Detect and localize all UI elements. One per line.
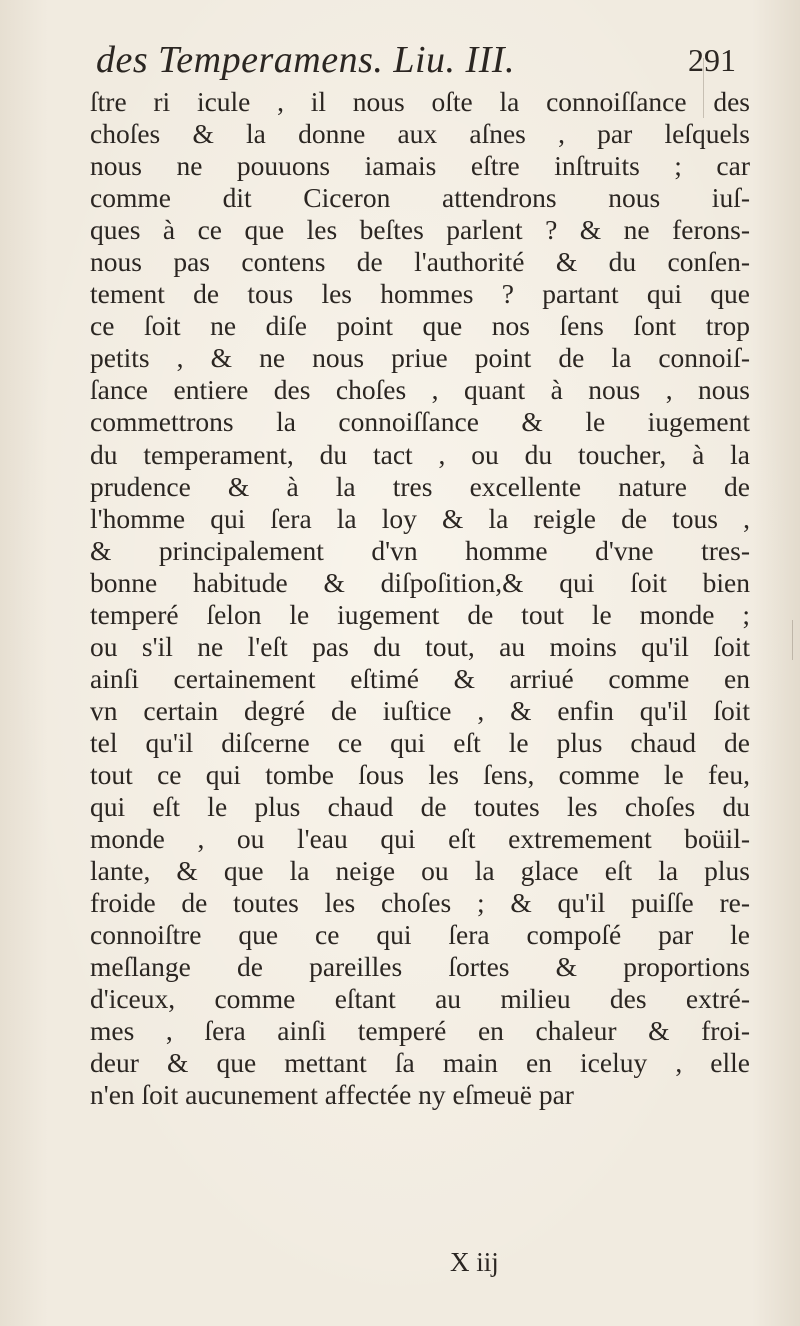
text-line: ce ſoit ne diſe point que nos ſens ſont trop <box>90 310 750 342</box>
body-text <box>90 86 750 1112</box>
margin-mark <box>703 58 704 118</box>
text-line: meſlange de pareilles ſortes & proportions <box>90 951 750 983</box>
text-line: vn certain degré de iuſtice , & enfin qu'il ſoit <box>90 694 750 726</box>
text-line: du temperament, du tact , ou du toucher, à la <box>90 438 750 470</box>
text-line: prudence & à la tres excellente nature de <box>90 470 750 502</box>
running-title: des Temperamens. Liu. III. <box>96 39 516 81</box>
text-line: comme dit Ciceron attendrons nous iuſ- <box>90 182 750 214</box>
text-line: nous pas contens de l'authorité & du conſen- <box>90 246 750 278</box>
text-line: lante, & que la neige ou la glace eſt la plus <box>90 855 750 887</box>
text-line: petits , & ne nous priue point de la connoiſ- <box>90 342 750 374</box>
margin-mark <box>792 620 793 660</box>
text-line: ainſi certainement eſtimé & arriué comme en <box>90 662 750 694</box>
page-number: 291 <box>688 42 736 78</box>
text-line: qui eſt le plus chaud de toutes les choſes du <box>90 791 750 823</box>
text-line: monde , ou l'eau qui eſt extremement boüil- <box>90 823 750 855</box>
text-line: temperé ſelon le iugement de tout le monde ; <box>90 598 750 630</box>
text-line: nous ne pouuons iamais eſtre inſtruits ; car <box>90 150 750 182</box>
signature-mark: X iij <box>450 1247 499 1277</box>
text-line: & principalement d'vn homme d'vne tres- <box>90 534 750 566</box>
text-line: tout ce qui tombe ſous les ſens, comme le feu, <box>90 758 750 790</box>
text-line: d'iceux, comme eſtant au milieu des extré- <box>90 983 750 1015</box>
text-line: commettrons la connoiſſance & le iugement <box>90 406 750 438</box>
text-line: n'en ſoit aucunement affectée ny eſmeuë par <box>90 1079 574 1111</box>
text-line: ou s'il ne l'eſt pas du tout, au moins qu'il ſoit <box>90 630 750 662</box>
text-line: ques à ce que les beſtes parlent ? & ne ferons- <box>90 214 750 246</box>
text-line: deur & que mettant ſa main en iceluy , elle <box>90 1047 750 1079</box>
text-line: mes , ſera ainſi temperé en chaleur & froi- <box>90 1015 750 1047</box>
text-line: connoiſtre que ce qui ſera compoſé par le <box>90 919 750 951</box>
text-line: ſtre ri icule , il nous oſte la connoiſſance des <box>90 86 750 117</box>
text-line: l'homme qui ſera la loy & la reigle de tous , <box>90 502 750 534</box>
text-line: ſance entiere des choſes , quant à nous , nous <box>90 374 750 406</box>
text-line: bonne habitude & diſpoſition,& qui ſoit bien <box>90 566 750 598</box>
text-line: tel qu'il diſcerne ce qui eſt le plus chaud de <box>90 726 750 758</box>
text-line: froide de toutes les choſes ; & qu'il puiſſe re- <box>90 887 750 919</box>
running-head <box>96 38 736 86</box>
text-line: choſes & la donne aux aſnes , par leſquels <box>90 118 750 150</box>
text-line: tement de tous les hommes ? partant qui que <box>90 278 750 310</box>
